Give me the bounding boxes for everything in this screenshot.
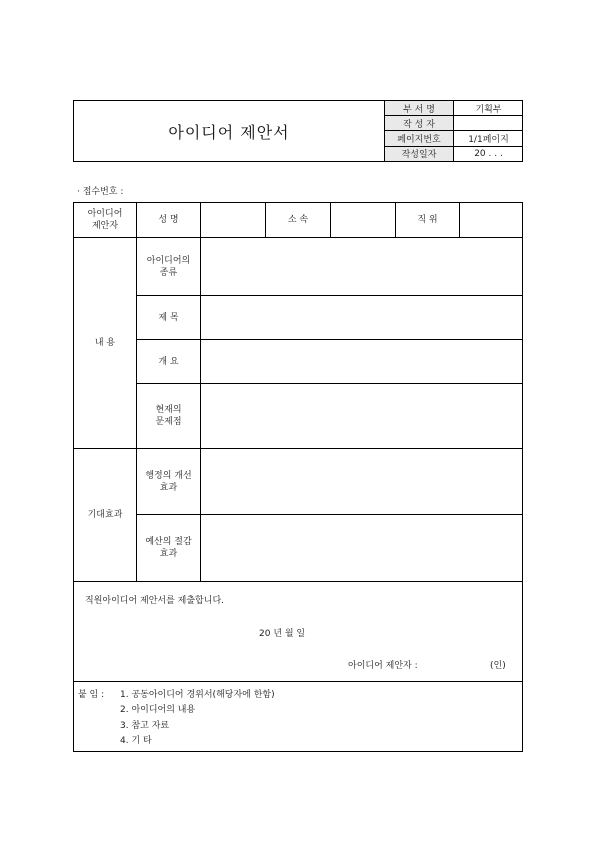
document-header: [73, 100, 523, 162]
effect-section-label: 기대효과: [87, 510, 123, 520]
attachment-item: 4. 기 타: [120, 736, 152, 746]
meta-row-author: [385, 116, 523, 131]
meta-label: 작 성 자: [385, 116, 454, 131]
divider: [74, 581, 522, 582]
meta-value: 1/1페이지: [454, 131, 524, 146]
seal-mark: (인): [490, 661, 506, 671]
summary-label: 개 요: [158, 356, 179, 367]
divider: [200, 203, 201, 581]
name-label: 성 명: [158, 215, 179, 225]
subject-label: 제 목: [158, 312, 179, 323]
receipt-number-label: · 접수번호 :: [77, 187, 124, 197]
meta-value: 기획부: [454, 101, 524, 116]
position-field[interactable]: [460, 203, 522, 237]
affiliation-label: 소 속: [287, 215, 309, 225]
proposer-section-label: 아이디어 제안자: [87, 209, 123, 231]
idea-type-label: 아이디어의 종류: [146, 255, 191, 278]
content-section-label: 내 용: [94, 338, 116, 348]
meta-row-department: [385, 101, 523, 116]
meta-label: 부 서 명: [385, 101, 454, 116]
meta-row-date: [385, 146, 523, 161]
budget-saving-label: 예산의 절감 효과: [145, 537, 192, 559]
meta-label: 작성일자: [385, 146, 454, 161]
attachment-item: 2. 아이디어의 내용: [120, 705, 196, 715]
meta-value: 20 . . .: [454, 146, 524, 161]
admin-improvement-label: 행정의 개선 효과: [145, 470, 192, 493]
attachment-item: 3. 참고 자료: [120, 721, 170, 731]
submission-statement: 직원아이디어 제안서를 제출합니다.: [85, 596, 224, 606]
current-problems-label: 현재의 문제점: [155, 405, 182, 427]
meta-label: 페이지번호: [385, 131, 454, 146]
document-title: 아이디어 제안서: [168, 122, 290, 142]
attachment-item: 1. 공동아이디어 경위서(해당자에 한함): [120, 690, 275, 700]
header-meta-table: [384, 101, 523, 161]
meta-row-page: [385, 131, 523, 146]
signer-label: 아이디어 제안자 :: [348, 661, 418, 671]
attachments-label: 붙 임 :: [78, 690, 105, 700]
divider: [74, 681, 522, 682]
submission-date: 20 년 월 일: [259, 629, 306, 639]
meta-value: [454, 116, 524, 131]
affiliation-field[interactable]: [331, 203, 395, 237]
proposal-form: [73, 202, 523, 752]
name-field[interactable]: [201, 203, 265, 237]
position-label: 직 위: [417, 215, 438, 225]
